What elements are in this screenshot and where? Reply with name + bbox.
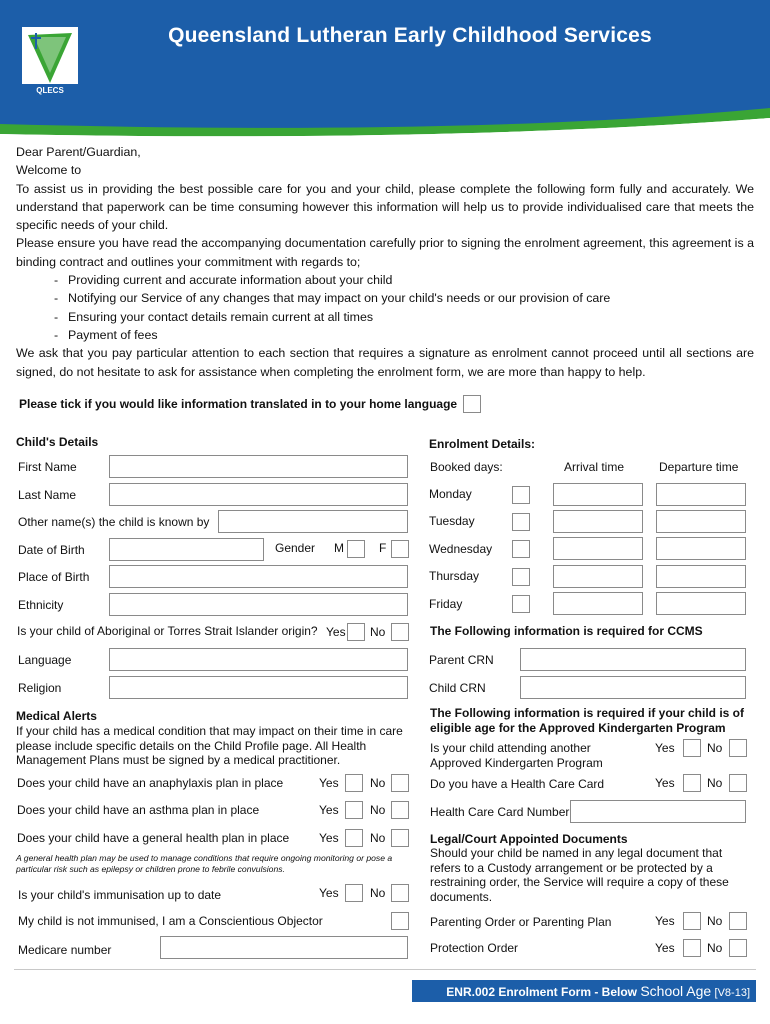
departure-time-header: Departure time: [659, 460, 739, 474]
list-item: - Providing current and accurate information about your child: [54, 271, 754, 289]
immunisation-question: Is your child's immunisation up to date: [18, 888, 222, 902]
aboriginal-no-checkbox[interactable]: [391, 623, 409, 641]
parent-crn-label: Parent CRN: [429, 653, 494, 667]
place-of-birth-input[interactable]: [109, 565, 408, 588]
place-of-birth-label: Place of Birth: [18, 570, 90, 584]
anaphylaxis-no-checkbox[interactable]: [391, 774, 409, 792]
tuesday-departure-input[interactable]: [656, 510, 746, 533]
medical-alerts-heading: Medical Alerts: [16, 709, 97, 723]
greeting: Dear Parent/Guardian,: [16, 145, 141, 159]
footer-version: [V8-13]: [714, 987, 750, 999]
last-name-label: Last Name: [18, 488, 77, 502]
medicare-label: Medicare number: [18, 943, 112, 957]
aboriginal-question: Is your child of Aboriginal or Torres Strait Islander origin?: [17, 624, 318, 638]
page-title: Queensland Lutheran Early Childhood Services: [168, 24, 652, 47]
dob-label: Date of Birth: [18, 543, 85, 557]
first-name-label: First Name: [18, 460, 77, 474]
gender-male-checkbox[interactable]: [347, 540, 365, 558]
day-tuesday-checkbox[interactable]: [512, 513, 530, 531]
parenting-order-yes-checkbox[interactable]: [683, 912, 701, 930]
header-banner: [0, 0, 770, 140]
protection-order-label: Protection Order: [430, 941, 519, 955]
tuesday-arrival-input[interactable]: [553, 510, 643, 533]
health-card-question: Do you have a Health Care Card: [430, 777, 605, 791]
general-plan-no-checkbox[interactable]: [391, 829, 409, 847]
footer-bar: [412, 980, 756, 1002]
footer-form-id: ENR.002 Enrolment Form - Below: [446, 985, 641, 999]
child-crn-input[interactable]: [520, 676, 746, 699]
day-monday-label: Monday: [429, 487, 472, 501]
health-card-no-label: No: [707, 776, 723, 790]
list-item: - Payment of fees: [54, 326, 754, 344]
health-card-yes-label: Yes: [655, 776, 675, 790]
anaphylaxis-no-label: No: [370, 776, 386, 790]
child-crn-label: Child CRN: [429, 681, 486, 695]
asthma-yes-label: Yes: [319, 803, 339, 817]
commitment-list: [16, 271, 754, 344]
friday-departure-input[interactable]: [656, 592, 746, 615]
asthma-question: Does your child have an asthma plan in place: [17, 803, 260, 817]
booked-days-label: Booked days:: [430, 460, 503, 474]
aboriginal-yes-checkbox[interactable]: [347, 623, 365, 641]
day-thursday-label: Thursday: [429, 569, 480, 583]
friday-arrival-input[interactable]: [553, 592, 643, 615]
immunisation-yes-checkbox[interactable]: [345, 884, 363, 902]
aboriginal-no-label: No: [370, 625, 386, 639]
ccms-heading: The Following information is required for CCMS: [430, 624, 703, 638]
gender-female-label: F: [379, 541, 387, 555]
anaphylaxis-question: Does your child have an anaphylaxis plan in place: [17, 776, 284, 790]
parenting-order-label: Parenting Order or Parenting Plan: [430, 915, 612, 929]
protection-order-yes-checkbox[interactable]: [683, 939, 701, 957]
intro-para-3: We ask that you pay particular attention to each section that requires a signature as enrolment cannot proceed until all sections are signed, do not hesitate to ask for assistance when completing the enrolment form, we are more than happy to help.: [16, 346, 754, 379]
wednesday-departure-input[interactable]: [656, 537, 746, 560]
day-friday-label: Friday: [429, 597, 463, 611]
footer-school-age: School Age: [640, 983, 712, 999]
health-card-no-checkbox[interactable]: [729, 774, 747, 792]
protection-order-no-checkbox[interactable]: [729, 939, 747, 957]
general-plan-yes-label: Yes: [319, 831, 339, 845]
list-item: - Notifying our Service of any changes that may impact on your child's needs or our provision of care: [54, 289, 754, 307]
parent-crn-input[interactable]: [520, 648, 746, 671]
translate-label: Please tick if you would like information translated in to your home language: [19, 397, 458, 411]
health-card-number-input[interactable]: [570, 800, 746, 823]
religion-label: Religion: [18, 681, 62, 695]
monday-departure-input[interactable]: [656, 483, 746, 506]
legal-heading: Legal/Court Appointed Documents: [430, 832, 628, 846]
medicare-input[interactable]: [160, 936, 408, 959]
health-card-number-label: Health Care Card Number: [430, 805, 570, 819]
monday-arrival-input[interactable]: [553, 483, 643, 506]
dob-input[interactable]: [109, 538, 264, 561]
logo-text: QLECS: [36, 86, 64, 95]
general-plan-question: Does your child have a general health plan in place: [17, 831, 290, 845]
day-wednesday-checkbox[interactable]: [512, 540, 530, 558]
parenting-order-no-label: No: [707, 914, 723, 928]
general-plan-no-label: No: [370, 831, 386, 845]
gender-male-label: M: [334, 541, 344, 555]
attending-kinder-yes-label: Yes: [655, 741, 675, 755]
legal-text: Should your child be named in any legal document that refers to a Custody arrangement or be protected by a restraining order, the Service will require a copy of these documents.: [430, 846, 729, 904]
intro-para-2: Please ensure you have read the accompanying documentation carefully prior to signing the enrolment agreement, this agreement is a binding contract and outlines your commitment with regards to;: [16, 236, 754, 269]
general-plan-yes-checkbox[interactable]: [345, 829, 363, 847]
objector-label: My child is not immunised, I am a Conscientious Objector: [18, 914, 323, 928]
thursday-arrival-input[interactable]: [553, 565, 643, 588]
day-friday-checkbox[interactable]: [512, 595, 530, 613]
immunisation-no-checkbox[interactable]: [391, 884, 409, 902]
enrolment-details-heading: Enrolment Details:: [429, 437, 536, 451]
arrival-time-header: Arrival time: [564, 460, 625, 474]
anaphylaxis-yes-checkbox[interactable]: [345, 774, 363, 792]
protection-order-no-label: No: [707, 941, 723, 955]
immunisation-yes-label: Yes: [319, 886, 339, 900]
anaphylaxis-yes-label: Yes: [319, 776, 339, 790]
first-name-input[interactable]: [109, 455, 408, 478]
day-wednesday-label: Wednesday: [429, 542, 493, 556]
bottom-divider: [14, 969, 756, 970]
general-plan-note: A general health plan may be used to manage conditions that require ongoing monitoring or pose a particular risk such as epilepsy or children prone to febrile convulsions.: [16, 853, 393, 874]
thursday-departure-input[interactable]: [656, 565, 746, 588]
religion-input[interactable]: [109, 676, 408, 699]
kindergarten-heading: The Following information is required if your child is of eligible age for the Approved Kindergarten Program: [430, 706, 745, 735]
ethnicity-label: Ethnicity: [18, 598, 64, 612]
immunisation-no-label: No: [370, 886, 386, 900]
childs-details-heading: Child's Details: [16, 435, 99, 449]
intro-text: [16, 143, 754, 381]
list-item: - Ensuring your contact details remain current at all times: [54, 308, 754, 326]
objector-checkbox[interactable]: [391, 912, 409, 930]
parenting-order-no-checkbox[interactable]: [729, 912, 747, 930]
other-names-label: Other name(s) the child is known by: [18, 515, 210, 529]
wednesday-arrival-input[interactable]: [553, 537, 643, 560]
language-label: Language: [18, 653, 72, 667]
medical-intro: If your child has a medical condition that may impact on their time in care please include specific details on the Child Profile page. All Health Management Plans must be signed by a medical practitioner.: [16, 724, 403, 768]
day-thursday-checkbox[interactable]: [512, 568, 530, 586]
attending-kinder-yes-checkbox[interactable]: [683, 739, 701, 757]
intro-para-1: To assist us in providing the best possible care for you and your child, please complete the following form fully and accurately. We understand that paperwork can be time consuming however this information will help us to provide individualised care that meets the specific needs of your child.: [16, 181, 754, 233]
asthma-no-label: No: [370, 803, 386, 817]
welcome: Welcome to: [16, 163, 82, 178]
other-names-input[interactable]: [218, 510, 408, 533]
attending-kinder-no-checkbox[interactable]: [729, 739, 747, 757]
day-monday-checkbox[interactable]: [512, 486, 530, 504]
qlecs-logo: [21, 26, 79, 98]
attending-kinder-question: Is your child attending another Approved Kindergarten Program: [430, 741, 603, 770]
health-card-yes-checkbox[interactable]: [683, 774, 701, 792]
parenting-order-yes-label: Yes: [655, 914, 675, 928]
gender-label: Gender: [275, 541, 316, 555]
day-tuesday-label: Tuesday: [429, 514, 475, 528]
asthma-no-checkbox[interactable]: [391, 801, 409, 819]
gender-female-checkbox[interactable]: [391, 540, 409, 558]
ethnicity-input[interactable]: [109, 593, 408, 616]
translate-checkbox[interactable]: [463, 395, 481, 413]
asthma-yes-checkbox[interactable]: [345, 801, 363, 819]
last-name-input[interactable]: [109, 483, 408, 506]
aboriginal-yes-label: Yes: [326, 625, 346, 639]
attending-kinder-no-label: No: [707, 741, 723, 755]
protection-order-yes-label: Yes: [655, 941, 675, 955]
language-input[interactable]: [109, 648, 408, 671]
